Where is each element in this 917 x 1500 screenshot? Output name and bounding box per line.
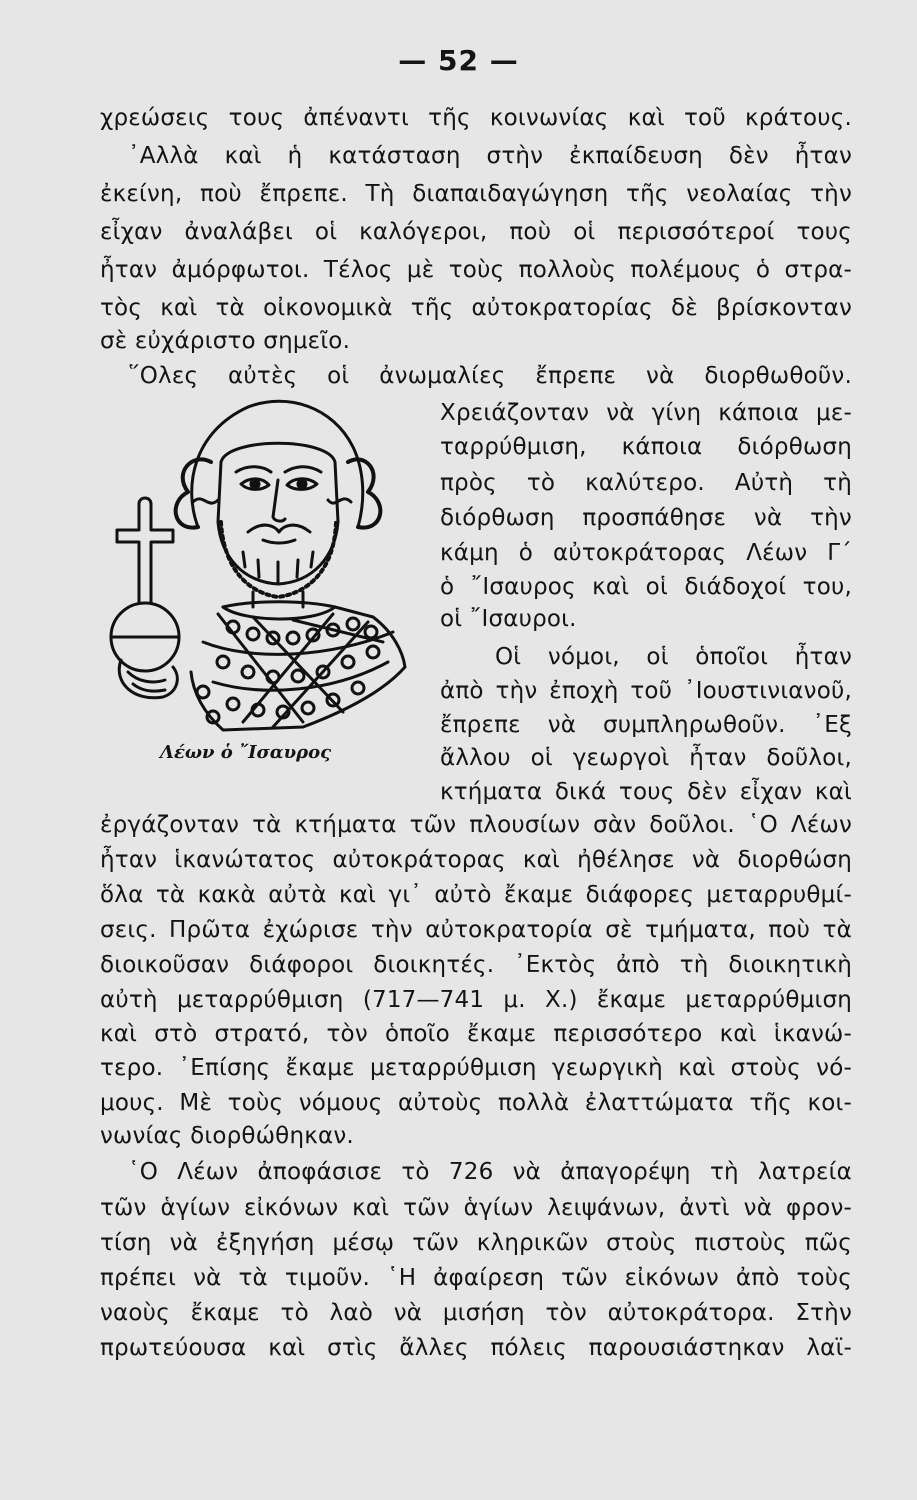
text-line: χρεώσεις τους ἀπέναντι τῆς κοινωνίας καὶ τοῦ κράτους.: [100, 105, 852, 131]
text-line: διοικοῦσαν διάφοροι διοικητές. ᾿Εκτὸς ἀπὸ τὴ διοικητικὴ: [100, 952, 852, 978]
text-line: ἐκείνη, ποὺ ἔπρεπε. Τὴ διαπαιδαγώγηση τῆς νεολαίας τὴν: [100, 181, 852, 207]
text-line: πρέπει νὰ τὰ τιμοῦν. ῾Η ἀφαίρεση τῶν εἰκόνων ἀπὸ τοὺς: [100, 1265, 852, 1291]
text-line: καὶ στὸ στρατό, τὸν ὁποῖο ἔκαμε περισσότερο καὶ ἱκανώ-: [100, 1021, 852, 1047]
text-line: Οἱ νόμοι, οἱ ὁποῖοι ἦταν: [495, 644, 852, 670]
text-line: ῾Ο Λέων ἀποφάσισε τὸ 726 νὰ ἀπαγορέψη τὴ λατρεία: [128, 1159, 852, 1185]
text-line: ἦταν ἱκανώτατος αὐτοκράτορας καὶ ἠθέλησε νὰ διορθώση: [100, 847, 852, 873]
text-line: ᾿Αλλὰ καὶ ἡ κατάσταση στὴν ἐκπαίδευση δὲν ἦταν: [128, 143, 852, 169]
text-line: ἦταν ἀμόρφωτοι. Τέλος μὲ τοὺς πολλοὺς πολέμους ὁ στρα-: [100, 257, 852, 283]
text-line: πρὸς τὸ καλύτερο. Αὐτὴ τὴ: [440, 470, 852, 496]
text-line: τερο. ᾿Επίσης ἔκαμε μεταρρύθμιση γεωργικὴ καὶ στοὺς νό-: [100, 1055, 852, 1081]
text-line: εἶχαν ἀναλάβει οἱ καλόγεροι, ποὺ οἱ περισσότεροί τους: [100, 219, 852, 245]
text-line: ῞Ολες αὐτὲς οἱ ἀνωμαλίες ἔπρεπε νὰ διορθωθοῦν.: [128, 363, 852, 389]
text-line: πρωτεύουσα καὶ στὶς ἄλλες πόλεις παρουσιάστηκαν λαϊ-: [100, 1335, 852, 1361]
text-line: σεις. Πρῶτα ἐχώρισε τὴν αὐτοκρατορία σὲ τμήματα, ποὺ τὰ: [100, 917, 852, 943]
text-line: ταρρύθμιση, κάποια διόρθωση: [440, 434, 852, 460]
text-line: διόρθωση προσπάθησε νὰ τὴν: [440, 505, 852, 531]
emperor-illustration: [103, 392, 413, 737]
text-line: ἐργάζονταν τὰ κτήματα τῶν πλουσίων σὰν δοῦλοι. ῾Ο Λέων: [100, 812, 852, 838]
text-line: μους. Μὲ τοὺς νόμους αὐτοὺς πολλὰ ἐλαττώματα τῆς κοι-: [100, 1090, 852, 1116]
text-line: ἀπὸ τὴν ἐποχὴ τοῦ ᾿Ιουστινιανοῦ,: [440, 678, 852, 704]
illustration-caption: Λέων ὁ ῎Ισαυρος: [160, 742, 332, 763]
text-line: τὸς καὶ τὰ οἰκονομικὰ τῆς αὐτοκρατορίας δὲ βρίσκονταν: [100, 295, 852, 321]
text-line: ὅλα τὰ κακὰ αὐτὰ καὶ γι᾿ αὐτὸ ἔκαμε διάφορες μεταρρυθμί-: [100, 882, 852, 908]
text-line: ἔπρεπε νὰ συμπληρωθοῦν. ᾿Εξ: [440, 712, 852, 738]
text-line: ναοὺς ἔκαμε τὸ λαὸ νὰ μισήση τὸν αὐτοκράτορα. Στὴν: [100, 1300, 852, 1326]
text-line: αὐτὴ μεταρρύθμιση (717—741 μ. Χ.) ἔκαμε μεταρρύθμιση: [100, 987, 852, 1013]
text-line: νωνίας διορθώθηκαν.: [100, 1123, 354, 1149]
text-line: κτήματα δικά τους δὲν εἶχαν καὶ: [440, 779, 852, 805]
text-line: Χρειάζονταν νὰ γίνη κάποια με-: [440, 400, 852, 426]
text-line: σὲ εὐχάριστο σημεῖο.: [100, 328, 351, 354]
text-line: οἱ ῎Ισαυροι.: [440, 606, 577, 632]
text-line: κάμη ὁ αὐτοκράτορας Λέων Γ΄: [440, 540, 852, 566]
text-line: τίση νὰ ἐξηγήση μέσῳ τῶν κληρικῶν στοὺς πιστοὺς πῶς: [100, 1230, 852, 1256]
text-line: ὁ ῎Ισαυρος καὶ οἱ διάδοχοί του,: [440, 574, 852, 600]
page-number: — 52 —: [398, 44, 519, 77]
text-line: ἄλλου οἱ γεωργοὶ ἦταν δοῦλοι,: [440, 745, 852, 771]
text-line: τῶν ἁγίων εἰκόνων καὶ τῶν ἁγίων λειψάνων, ἀντὶ νὰ φρον-: [100, 1195, 852, 1221]
